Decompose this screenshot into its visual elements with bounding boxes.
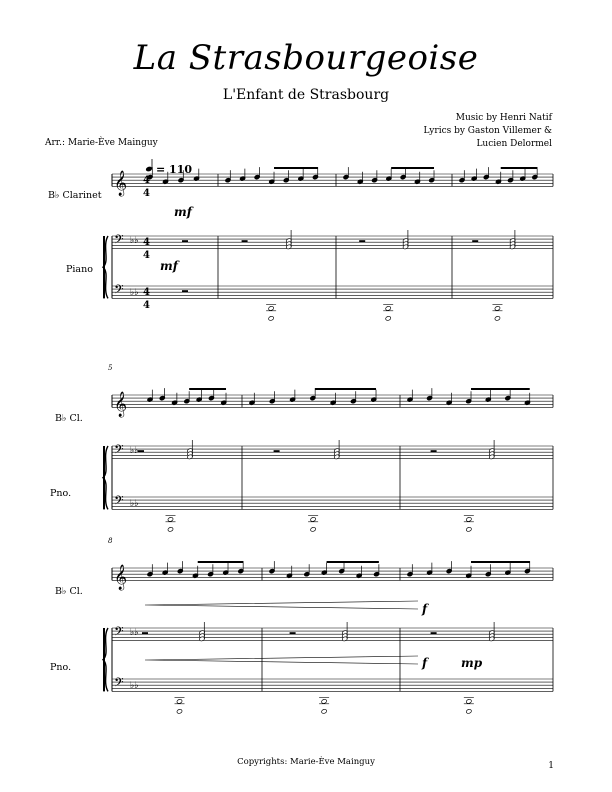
dynamic-f-piano: f — [422, 656, 428, 670]
bass-clef: 𝄢 — [114, 442, 124, 460]
notehead — [385, 306, 391, 311]
dynamic-mf-clarinet: mf — [174, 205, 192, 219]
half-rest — [138, 450, 144, 452]
notehead — [176, 709, 182, 714]
arranger-credit: Arr.: Marie-Ève Mainguy — [45, 138, 158, 148]
key-signature: ♭♭ — [130, 446, 139, 456]
notehead — [466, 709, 472, 714]
notehead — [268, 306, 274, 311]
bass-clef: 𝄢 — [114, 232, 124, 250]
lyrics-credit-2: Lucien Delormel — [476, 139, 552, 149]
half-rest — [290, 632, 296, 634]
measure-number-8: 8 — [108, 537, 113, 545]
tempo-text: = 110 — [156, 163, 193, 176]
bass-clef: 𝄢 — [114, 282, 124, 300]
measure-number-5: 5 — [108, 364, 113, 372]
staff-lines — [112, 174, 553, 691]
half-rest — [242, 240, 248, 242]
notehead — [466, 699, 472, 704]
notation — [103, 167, 553, 714]
score-subtitle: L'Enfant de Strasbourg — [222, 87, 390, 103]
notehead — [494, 306, 500, 311]
key-signature: ♭♭ — [130, 628, 139, 638]
notehead — [167, 517, 173, 522]
notehead — [494, 316, 500, 321]
bass-clef: 𝄢 — [114, 624, 124, 642]
notehead — [321, 709, 327, 714]
notehead — [167, 527, 173, 532]
half-rest — [431, 632, 437, 634]
treble-clef: 𝄞 — [114, 565, 128, 590]
time-signatures — [143, 175, 150, 311]
score-title: La Strasbourgeoise — [133, 38, 479, 78]
music-credit: Music by Henri Natif — [455, 113, 552, 123]
instrument-label-clarinet-short: B♭ Cl. — [55, 413, 83, 424]
ts-bottom-piano-rh: 4 — [143, 250, 150, 261]
key-signature: ♭♭ — [130, 499, 139, 509]
ts-top-piano-lh: 4 — [143, 287, 150, 298]
notehead — [176, 699, 182, 704]
treble-clef: 𝄞 — [114, 171, 128, 196]
instrument-label-clarinet-short-2: B♭ Cl. — [55, 586, 83, 597]
notehead — [466, 517, 472, 522]
notehead — [268, 316, 274, 321]
treble-clef: 𝄞 — [114, 392, 128, 417]
ts-bottom-clarinet: 4 — [143, 188, 150, 199]
notehead — [466, 527, 472, 532]
notehead — [310, 517, 316, 522]
key-signature: ♭♭ — [130, 236, 139, 246]
half-rest — [359, 240, 365, 242]
half-rest — [431, 450, 437, 452]
instrument-label-piano: Piano — [66, 264, 93, 275]
half-rest — [142, 632, 148, 634]
bass-clef: 𝄢 — [114, 493, 124, 511]
ts-top-piano-rh: 4 — [143, 237, 150, 248]
half-rest — [182, 290, 188, 292]
dynamic-mp-piano: mp — [461, 656, 483, 670]
half-rest — [274, 450, 280, 452]
instrument-label-piano-short-2: Pno. — [50, 662, 72, 673]
ts-top-clarinet: 4 — [143, 175, 150, 186]
key-signature: ♭♭ — [130, 681, 139, 691]
notehead — [385, 316, 391, 321]
half-rest — [472, 240, 478, 242]
bass-clef: 𝄢 — [114, 675, 124, 693]
notehead — [321, 699, 327, 704]
notehead — [310, 527, 316, 532]
copyright-footer: Copyrights: Marie-Ève Mainguy — [237, 757, 375, 767]
key-signature: ♭♭ — [130, 288, 139, 298]
dynamic-f-clarinet: f — [422, 602, 428, 616]
instrument-label-piano-short: Pno. — [50, 488, 72, 499]
page-number: 1 — [548, 761, 554, 771]
half-rest — [182, 240, 188, 242]
crescendo-hairpin-clarinet — [145, 601, 418, 609]
ts-bottom-piano-lh: 4 — [143, 300, 150, 311]
dynamic-mf-piano: mf — [160, 259, 178, 273]
crescendo-hairpin-piano — [145, 656, 418, 664]
instrument-label-clarinet: B♭ Clarinet — [48, 190, 102, 201]
lyrics-credit-1: Lyrics by Gaston Villemer & — [423, 126, 552, 136]
